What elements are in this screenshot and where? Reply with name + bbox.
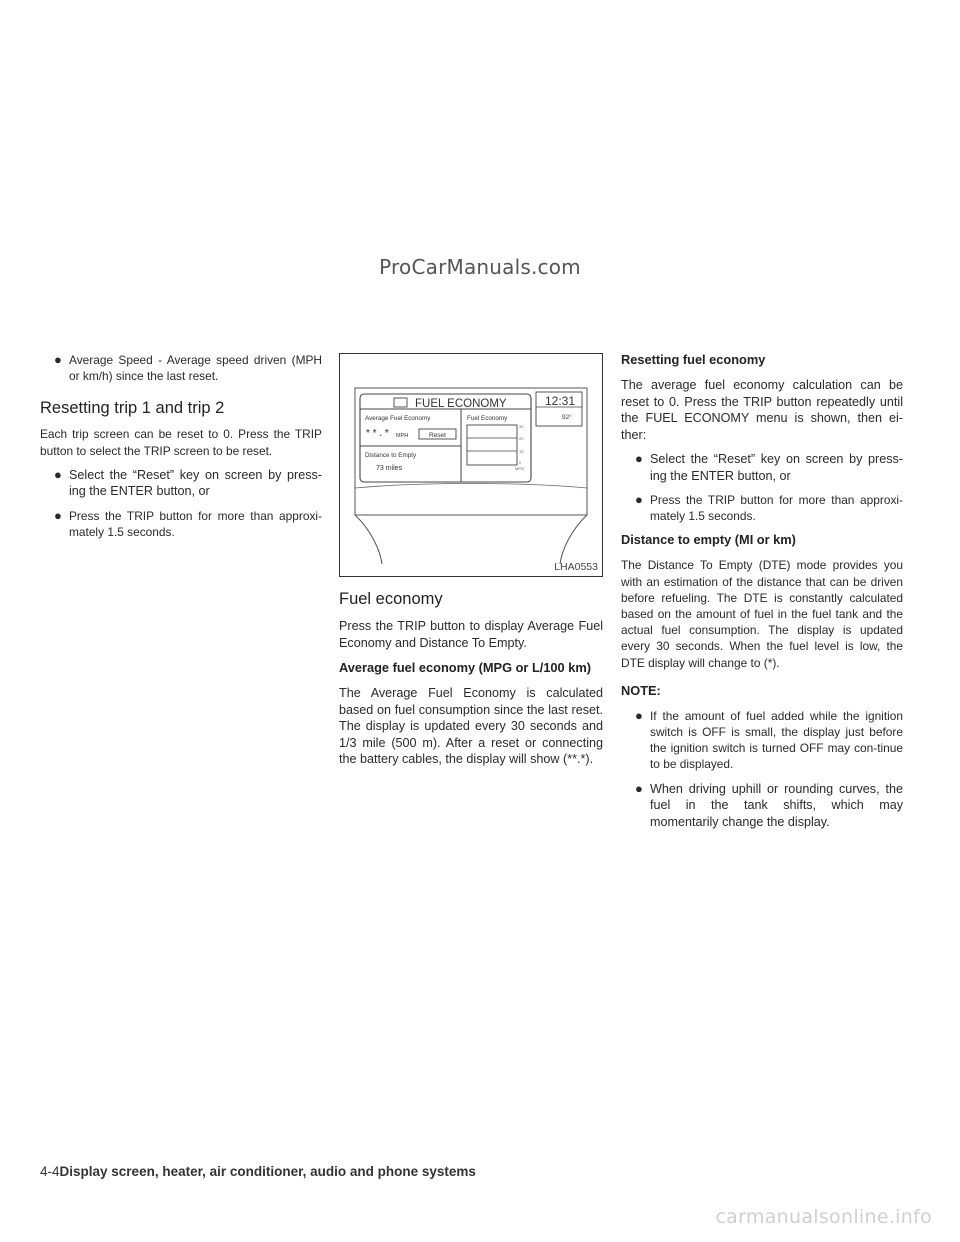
note-bullet-uphill <box>621 781 903 831</box>
note-bullet-ignition <box>621 708 903 773</box>
bullet-dot: ● <box>54 466 62 482</box>
bullet-average-speed <box>40 352 322 384</box>
bullet-press-trip-fuel-text: Press the TRIP button for more than approxi-mately 1.5 seconds. <box>650 493 903 524</box>
bullet-press-trip-fuel <box>621 492 903 524</box>
bullet-dot: ● <box>635 707 643 723</box>
fig-scale-1: 20 <box>519 436 524 441</box>
fig-scale-2: 10 <box>519 449 524 454</box>
column-middle <box>339 352 603 768</box>
fig-avg-unit: MPH <box>396 433 409 439</box>
fig-avg-value: * * . * <box>366 428 389 439</box>
fig-scale-unit: MPG <box>515 466 525 471</box>
bullet-select-reset-fuel-text: Select the “Reset” key on screen by press-ing the ENTER button, or <box>650 452 903 483</box>
subheading-average-fuel: Average fuel economy (MPG or L/100 km) <box>339 660 591 675</box>
bullet-select-reset-fuel <box>621 451 903 484</box>
bullet-dot: ● <box>635 492 643 507</box>
para-reset-fuel: The average fuel economy calculation can be reset to 0. Press the TRIP button repeatedly until the FUEL ECONOMY menu is shown, then ei-ther: <box>621 378 903 442</box>
fig-header-title: FUEL ECONOMY <box>415 398 507 410</box>
heading-fuel-economy: Fuel economy <box>339 590 443 608</box>
note-heading: NOTE: <box>621 682 661 698</box>
fig-dte-value: 73 miles <box>376 465 403 472</box>
bullet-dot: ● <box>635 780 643 796</box>
fuel-economy-figure <box>339 353 603 577</box>
para-distance-empty: The Distance To Empty (DTE) mode provides you with an estimation of the distance that can be driven before refueling. The DTE is constantly calculated based on the amount of fuel in the fuel tank and the actual fuel consumption. The display is updated every 30 seconds. When the fuel level is low, the DTE display will change to (*). <box>621 558 903 670</box>
bullet-select-reset <box>40 467 322 500</box>
watermark-bottom: carmanualsonline.info <box>715 1206 932 1228</box>
subheading-resetting-fuel: Resetting fuel economy <box>621 352 766 367</box>
bullet-select-reset-text: Select the “Reset” key on screen by press-ing the ENTER button, or <box>69 467 322 499</box>
fig-dte-label: Distance to Empty <box>365 452 417 459</box>
figure-id-label: LHA0553 <box>554 561 598 573</box>
note-bullet-uphill-text: When driving uphill or rounding curves, the fuel in the tank shifts, which may momentarily change the display. <box>650 781 903 829</box>
para-trip-button: Press the TRIP button to display Average Fuel Economy and Distance To Empty. <box>339 619 603 650</box>
bullet-average-speed-text: Average Speed - Average speed driven (MPH or km/h) since the last reset. <box>69 353 322 384</box>
bullet-dot: ● <box>54 507 62 523</box>
fig-scale-0: 30 <box>519 424 524 429</box>
bullet-press-trip <box>40 508 322 540</box>
bullet-dot: ● <box>635 451 643 466</box>
page-footer <box>40 1164 476 1179</box>
subheading-distance-empty: Distance to empty (MI or km) <box>621 532 796 548</box>
fig-fe-label: Fuel Economy <box>467 415 508 422</box>
bullet-dot: ● <box>54 352 62 367</box>
chapter-title: Display screen, heater, air conditioner, audio and phone systems <box>59 1164 476 1179</box>
heading-resetting-trip: Resetting trip 1 and trip 2 <box>40 399 225 418</box>
fig-avg-label: Average Fuel Economy <box>365 415 431 422</box>
note-bullet-ignition-text: If the amount of fuel added while the ignition switch is OFF is small, the display just before the ignition switch is turned OFF may con-tinue to be displayed. <box>650 708 903 772</box>
display-screen-illustration <box>340 354 602 576</box>
page-number: 4-4 <box>40 1164 60 1179</box>
fig-temp: 92° <box>562 414 572 421</box>
fig-scale-3: 0 <box>519 460 522 465</box>
bullet-press-trip-text: Press the TRIP button for more than approxi-mately 1.5 seconds. <box>69 508 322 540</box>
column-left <box>40 352 322 540</box>
para-reset-trip: Each trip screen can be reset to 0. Press the TRIP button to select the TRIP screen to be reset. <box>40 427 322 458</box>
para-average-fuel: The Average Fuel Economy is calculated based on fuel consumption since the last reset. The display is updated every 30 seconds and 1/3 mile (500 m). After a reset or connecting the battery cables, the display will show (**.*). <box>339 686 603 766</box>
watermark-top: ProCarManuals.com <box>379 255 581 279</box>
fig-clock: 12:31 <box>545 394 576 408</box>
column-right <box>621 352 903 830</box>
fig-reset-label: Reset <box>429 432 446 439</box>
